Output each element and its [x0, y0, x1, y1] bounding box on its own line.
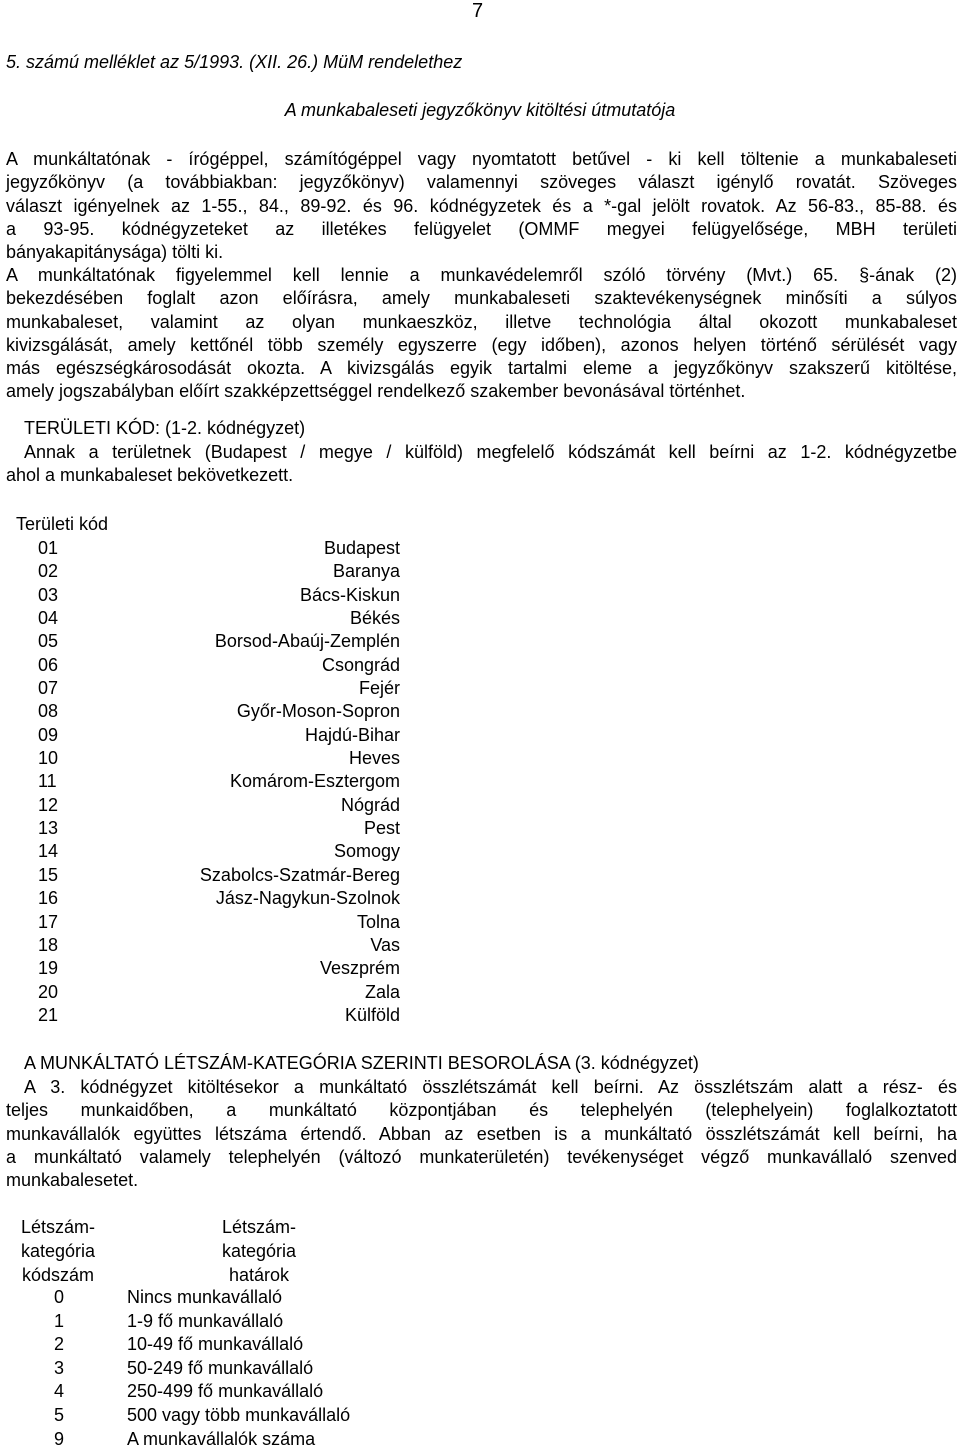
text-line: kivizsgálását, amely kettőnél több személy egyszerre (egy időben), azonos helyen történő sérülését vagy [6, 334, 957, 355]
text-line: teljes munkaidőben, a munkáltató központjában és telephelyén (telephelyein) foglalkoztatott [6, 1100, 957, 1121]
area-name: Szabolcs-Szatmár-Bereg [199, 864, 400, 885]
area-code: 01 [38, 538, 59, 558]
text-line: a munkáltató valamely telephelyén (változó munkaterületén) tevékenységet végző munkavállaló szenved [6, 1146, 957, 1167]
table-row [38, 678, 400, 701]
area-name: Jász-Nagykun-Szolnok [215, 888, 400, 909]
category-code: 0 [54, 1287, 65, 1307]
area-code: 05 [38, 631, 59, 652]
area-code: 06 [38, 654, 59, 675]
area-code: 18 [38, 934, 59, 955]
notice-paragraph [6, 264, 957, 404]
area-name: Bács-Kiskun [299, 584, 400, 605]
text-line: A munkáltatónak figyelemmel kell lennie a munkavédelemről szóló törvény (Mvt.) 65. §-ának (2) [6, 265, 957, 285]
intro-paragraph [6, 148, 957, 264]
table-row [38, 865, 400, 888]
text-line: választ igényelnek az 1-55., 84., 89-92. és 96. kódnégyzetek és a *-gal jelölt rovatok. Az 56-83., 85-88. és [6, 195, 957, 216]
category-code: 4 [54, 1381, 65, 1402]
area-code: 19 [38, 958, 59, 979]
area-name: Külföld [344, 1004, 400, 1025]
area-code: 12 [38, 794, 59, 815]
table-row [0, 1287, 500, 1311]
table-row [38, 748, 400, 771]
area-code-heading: TERÜLETI KÓD: (1-2. kódnégyzet) [24, 418, 306, 438]
area-name: Vas [370, 934, 400, 955]
text-line: A munkáltatónak - írógéppel, számítógéppel vagy nyomtatott betűvel - ki kell töltenie a munkabaleseti [6, 149, 957, 169]
area-code: 02 [38, 561, 59, 582]
table-row [0, 1381, 500, 1405]
area-name: Győr-Moson-Sopron [236, 701, 400, 722]
area-code: 07 [38, 678, 59, 699]
category-code: 3 [54, 1357, 65, 1378]
category-code: 2 [54, 1334, 65, 1355]
area-name: Hajdú-Bihar [304, 724, 400, 745]
table-row [38, 608, 400, 631]
category-label: Nincs munkavállaló [127, 1287, 283, 1307]
area-name: Zala [364, 981, 400, 1002]
area-name: Nógrád [340, 794, 400, 815]
category-label: 1-9 fő munkavállaló [127, 1310, 284, 1331]
table-row [0, 1334, 500, 1358]
text-line: bekezdésében foglalt azon előírásra, amely munkabaleseti szaktevékenységnek minősíti a súlyos [6, 288, 957, 309]
area-name: Baranya [332, 561, 400, 582]
text-line: bányakapitánysága) tölti ki. [6, 242, 224, 263]
headcount-heading: A MUNKÁLTATÓ LÉTSZÁM-KATEGÓRIA SZERINTI BESOROLÁSA (3. kódnégyzet) [24, 1053, 699, 1073]
table-row [0, 1405, 500, 1429]
area-name: Budapest [323, 538, 400, 558]
table-row [38, 935, 400, 958]
headcount-code-column-header [8, 1215, 108, 1287]
area-code: 09 [38, 724, 59, 745]
area-code-table [38, 538, 400, 1028]
document-title: A munkabaleseti jegyzőkönyv kitöltési útmutatója [284, 100, 676, 120]
area-name: Somogy [333, 841, 400, 862]
category-label: 500 vagy több munkavállaló [127, 1405, 351, 1425]
category-code: 1 [54, 1310, 65, 1331]
category-code: 5 [54, 1405, 65, 1425]
area-code: 13 [38, 818, 59, 839]
header-line: határok [228, 1265, 290, 1285]
table-row [38, 818, 400, 841]
area-code: 20 [38, 981, 59, 1002]
area-name: Borsod-Abaúj-Zemplén [214, 631, 400, 652]
headcount-paragraph [6, 1076, 957, 1192]
table-row [38, 1005, 400, 1028]
table-row [0, 1311, 500, 1335]
category-code: 9 [54, 1428, 65, 1449]
table-row [38, 958, 400, 981]
category-label: 50-249 fő munkavállaló [127, 1357, 314, 1378]
header-line: Létszám- [20, 1217, 96, 1237]
table-row [38, 701, 400, 724]
text-line: jegyzőkönyv (a továbbiakban: jegyzőkönyv) valamennyi szöveges választ igénylő rovatát. Szöveges [6, 172, 957, 193]
table-row [38, 771, 400, 794]
table-row [38, 655, 400, 678]
area-name: Veszprém [319, 958, 400, 979]
header-line: kategória [20, 1241, 96, 1261]
table-row [38, 561, 400, 584]
area-code-paragraph [6, 441, 957, 488]
header-line: kódszám [21, 1265, 95, 1285]
text-line: A 3. kódnégyzet kitöltésekor a munkáltató összlétszámát kell beírni. Az összlétszám alatt a rész- és [24, 1077, 957, 1097]
table-row [38, 888, 400, 911]
text-line: a 93-95. kódnégyzeteket az illetékes felügyelet (OMMF megyei felügyelősége, MBH területi [6, 218, 957, 239]
text-line: ahol a munkabaleset bekövetkezett. [6, 465, 294, 486]
table-row [38, 631, 400, 654]
table-row [38, 585, 400, 608]
area-code: 03 [38, 584, 59, 605]
area-code: 17 [38, 911, 59, 932]
text-line: munkabaleset, valamint az olyan munkaeszköz, illetve technológia által okozott munkabaleset [6, 311, 957, 332]
area-code: 08 [38, 701, 59, 722]
area-code: 16 [38, 888, 59, 909]
area-code: 10 [38, 748, 59, 769]
header-line: kategória [221, 1241, 297, 1261]
table-row [0, 1429, 500, 1452]
table-row [38, 538, 400, 561]
text-line: munkavállalók együttes létszáma értendő. Abban az esetben is a munkáltató összlétszámát kell beírni, ha [6, 1123, 957, 1144]
table-row [38, 795, 400, 818]
table-row [0, 1358, 500, 1382]
area-name: Pest [363, 818, 400, 839]
header-line: Létszám- [221, 1217, 297, 1237]
area-name: Békés [349, 608, 400, 629]
area-table-header: Területi kód [16, 514, 109, 534]
area-name: Heves [348, 748, 400, 769]
text-line: amely jogszabályban előírt szakképzettséggel rendelkező szakember bevonásával történhet. [6, 381, 746, 402]
table-row [38, 912, 400, 935]
category-label: A munkavállalók száma [127, 1428, 316, 1449]
area-code: 21 [38, 1004, 59, 1025]
text-line: más egészségkárosodását okozta. A kivizsgálás egyik tartalmi eleme a jegyzőkönyv szakszerű kitöltése, [6, 358, 957, 379]
area-code: 04 [38, 608, 59, 629]
text-line: Annak a területnek (Budapest / megye / külföld) megfelelő kódszámát kell beírni az 1-2. kódnégyzetbe [24, 442, 957, 462]
area-code: 11 [38, 771, 57, 792]
headcount-range-column-header [208, 1215, 310, 1287]
table-row [38, 982, 400, 1005]
table-row [38, 841, 400, 864]
table-row [38, 725, 400, 748]
annex-reference: 5. számú melléklet az 5/1993. (XII. 26.) MüM rendelethez [6, 52, 463, 72]
category-label: 250-499 fő munkavállaló [127, 1381, 324, 1402]
category-label: 10-49 fő munkavállaló [127, 1334, 304, 1355]
area-code: 15 [38, 864, 59, 885]
area-name: Tolna [356, 911, 400, 932]
area-name: Komárom-Esztergom [229, 771, 400, 792]
area-name: Csongrád [321, 654, 400, 675]
text-line: munkabalesetet. [6, 1170, 139, 1191]
area-code: 14 [38, 841, 59, 862]
page-number: 7 [472, 0, 484, 22]
area-name: Fejér [358, 678, 400, 699]
